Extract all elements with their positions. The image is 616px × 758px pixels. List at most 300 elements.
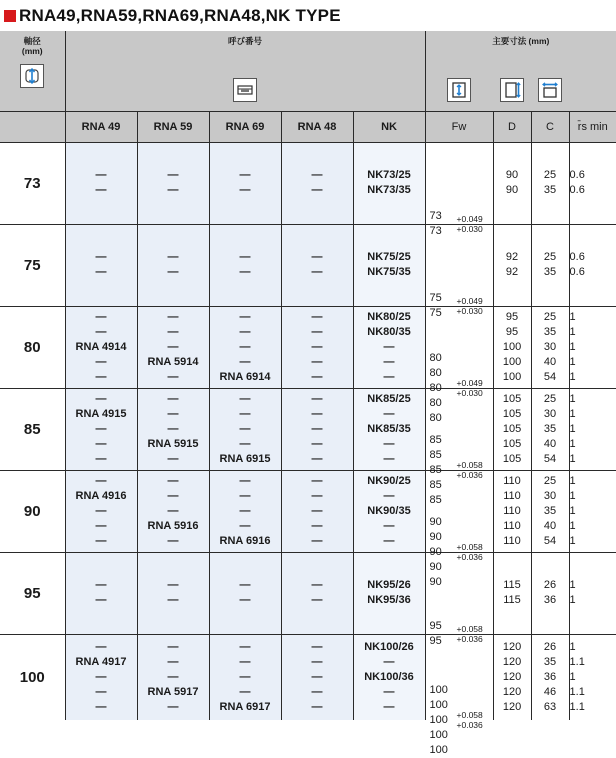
table-row [0,552,616,634]
rna49-cell [65,470,137,552]
c-value: 25 [543,474,557,487]
rs-min-cell [569,470,616,552]
c-value: 26 [543,579,557,591]
d-value: 120 [502,700,522,713]
c-value: 25 [543,169,557,181]
rna49-value: — [95,519,107,532]
c-value: 63 [543,700,557,713]
table-row [0,470,616,552]
rs-min-value: 1 [569,670,576,683]
c-value: 40 [543,437,557,450]
tolerance-lower: +0.030 [456,306,483,316]
rna59-value: — [167,407,179,420]
c-value: 54 [543,452,557,465]
rs-min-value: 1 [569,355,576,368]
rs-min-value: 1.1 [569,685,585,698]
col-header-shaft [0,111,65,142]
rs-min-value: 1 [569,340,576,353]
rna59-cell [137,306,209,388]
d-value: 105 [502,392,522,405]
fw-value: 90 [429,561,442,573]
fw-tolerance [457,378,483,398]
col-header-c: C [531,111,569,142]
rna48-value: — [311,685,323,698]
designation-header-label: 呼び番号 [228,36,263,46]
nk-value: NK90/35 [367,504,411,517]
shaft-diameter-cell: 75 [0,224,65,306]
rna59-value: RNA 5915 [147,437,199,450]
fw-value: 80 [429,367,442,379]
nk-value: NK95/26 [367,579,411,591]
col-header-d: D [493,111,531,142]
rna69-value: — [239,489,251,502]
rna48-value: — [311,504,323,517]
d-value: 100 [502,340,522,353]
rna48-cell [281,142,353,224]
fw-value: 73 [429,210,442,222]
c-value: 35 [543,266,557,278]
rna49-value: — [95,251,107,263]
rs-min-cell [569,306,616,388]
rna69-cell [209,306,281,388]
rna48-value: — [311,355,323,368]
d-cell [493,388,531,470]
rna59-value: — [167,534,179,547]
rna69-cell [209,552,281,634]
rna48-value: — [311,594,323,606]
fw-tolerance [457,710,483,730]
table-row [0,306,616,388]
fw-value: 90 [429,531,442,543]
rna48-value: — [311,452,323,465]
rna48-value: — [311,437,323,450]
col-header-rna69: RNA 69 [209,111,281,142]
tolerance-upper: +0.058 [456,542,483,552]
d-value: 110 [503,519,521,532]
rs-min-value: 1 [569,310,576,323]
tolerance-lower: +0.036 [456,552,483,562]
rna69-value: — [239,340,251,353]
dims-header-label: 主要寸法 (mm) [492,36,550,46]
rna59-value: — [167,251,179,263]
fw-value: 85 [429,449,442,461]
rna59-cell [137,470,209,552]
rna59-cell [137,142,209,224]
rs-min-value: 1 [569,452,576,465]
nk-value: — [383,685,395,698]
fw-cell [425,142,493,237]
col-header-nk: NK [353,111,425,142]
bore-fw-icon [447,78,471,102]
rna49-cell [65,306,137,388]
c-value: 40 [543,519,557,532]
tolerance-lower: +0.030 [456,388,483,398]
d-value: 90 [505,184,519,196]
rna49-value: — [95,474,107,487]
rs-min-value: 1 [569,474,576,487]
col-header-rna49: RNA 49 [65,111,137,142]
rs-min-value: 1 [569,437,576,450]
nk-value: NK75/35 [367,266,411,278]
rs-min-value: 1.1 [569,655,585,668]
table-row [0,142,616,224]
rna69-value: — [239,519,251,532]
shaft-diameter-cell: 95 [0,552,65,634]
nk-cell [353,224,425,306]
rna59-value: — [167,504,179,517]
d-value: 105 [502,407,522,420]
nk-value: NK90/25 [367,474,411,487]
rna59-cell [137,634,209,720]
c-cell [531,224,569,306]
col-header-fw: Fw [425,111,493,142]
col-header-rna48: RNA 48 [281,111,353,142]
rna69-value: — [239,392,251,405]
rs-min-value: 1 [569,370,576,383]
rna48-value: — [311,266,323,278]
bearing-table [0,31,616,757]
fw-value: 75 [429,307,442,319]
nk-value: NK75/25 [367,251,411,263]
d-value: 120 [502,670,522,683]
nk-value: — [383,437,395,450]
d-value: 120 [502,640,522,653]
rna59-value: — [167,184,179,196]
rna49-value: — [95,310,107,323]
c-cell [531,470,569,552]
rna69-value: — [239,184,251,196]
nk-value: — [383,519,395,532]
rna49-cell [65,142,137,224]
d-value: 115 [503,594,521,606]
fw-value: 80 [429,397,442,409]
c-value: 30 [543,340,557,353]
rna49-value: — [95,452,107,465]
table-row [0,634,616,720]
fw-value: 90 [429,546,442,558]
nk-value: — [383,534,395,547]
rna59-value: — [167,266,179,278]
rna69-value: — [239,407,251,420]
rna48-value: — [311,340,323,353]
rna48-value: — [311,422,323,435]
rna49-value: — [95,670,107,683]
nk-value: — [383,340,395,353]
shaft-header-unit: (mm) [21,46,43,56]
d-value: 105 [502,437,522,450]
tolerance-upper: +0.058 [456,710,483,721]
nk-value: NK73/25 [367,169,411,181]
rna49-value: — [95,685,107,698]
col-header-rs-min: r̄s min [569,111,616,142]
shaft-diameter-cell: 90 [0,470,65,552]
c-value: 25 [543,310,557,323]
d-value: 95 [505,310,519,323]
rna49-cell [65,634,137,720]
tolerance-upper: +0.058 [456,460,483,470]
nk-value: NK100/26 [364,640,414,653]
rna69-value: RNA 6915 [219,452,271,465]
fw-value: 80 [429,382,442,394]
d-value: 95 [505,325,519,338]
shaft-header [0,31,65,111]
rna59-value: — [167,655,179,668]
c-cell [531,634,569,720]
fw-tolerance [457,624,483,644]
rna49-value: — [95,184,107,196]
nk-cell [353,142,425,224]
nk-cell [353,634,425,720]
fw-value: 80 [429,412,442,424]
c-cell [531,306,569,388]
rna48-value: — [311,392,323,405]
rna59-cell [137,224,209,306]
rna69-cell [209,388,281,470]
shaft-diameter-cell: 73 [0,142,65,224]
d-value: 100 [502,355,522,368]
rna49-value: — [95,169,107,181]
rna48-cell [281,224,353,306]
nk-value: — [383,370,395,383]
rna69-value: — [239,504,251,517]
d-value: 100 [502,370,522,383]
tolerance-lower: +0.036 [456,634,483,644]
nk-value: — [383,407,395,420]
nk-cell [353,388,425,470]
rna49-value: — [95,437,107,450]
rs-min-cell [569,634,616,720]
rna69-value: — [239,325,251,338]
rna59-value: — [167,340,179,353]
d-cell [493,634,531,720]
rna49-value: — [95,392,107,405]
rna49-value: RNA 4916 [75,489,127,502]
rna69-cell [209,470,281,552]
rna48-cell [281,552,353,634]
shaft-diameter-cell: 80 [0,306,65,388]
rna48-value: — [311,640,323,653]
rs-min-value: 0.6 [569,184,585,196]
rna48-value: — [311,579,323,591]
c-value: 36 [543,594,557,606]
rna59-value: — [167,452,179,465]
c-cell [531,142,569,224]
nk-value: NK73/35 [367,184,411,196]
rna48-value: — [311,670,323,683]
d-value: 110 [503,474,521,487]
rs-min-value: 1.1 [569,700,585,713]
rna69-value: — [239,169,251,181]
rna48-value: — [311,474,323,487]
d-value: 110 [503,534,521,547]
c-cell [531,552,569,634]
fw-value: 85 [429,494,442,506]
nk-cell [353,552,425,634]
rs-min-value: 1 [569,519,576,532]
rna48-cell [281,388,353,470]
fw-value: 85 [429,464,442,476]
nk-value: NK100/36 [364,670,414,683]
rna59-value: — [167,392,179,405]
rna59-value: RNA 5914 [147,355,199,368]
rna49-value: — [95,504,107,517]
tolerance-upper: +0.049 [456,378,483,388]
fw-value: 100 [429,699,448,712]
rna48-cell [281,634,353,720]
fw-tolerance [457,296,483,316]
c-value: 54 [543,534,557,547]
d-cell [493,224,531,306]
rna69-value: — [239,474,251,487]
rna69-value: — [239,251,251,263]
fw-value: 85 [429,479,442,491]
title-text: RNA49,RNA59,RNA69,RNA48,NK TYPE [19,6,341,25]
rs-min-value: 1 [569,534,576,547]
d-value: 120 [502,655,522,668]
rna48-value: — [311,489,323,502]
nk-value: NK80/35 [367,325,411,338]
rs-min-cell [569,388,616,470]
bearing-section-icon [233,78,257,102]
designation-header [65,31,425,111]
fw-tolerance [457,542,483,562]
rna69-value: — [239,579,251,591]
c-value: 35 [543,422,557,435]
fw-value: 100 [429,729,448,742]
d-value: 105 [502,422,522,435]
rs-min-cell [569,142,616,224]
rna49-value: — [95,700,107,713]
rna59-value: RNA 5916 [147,519,199,532]
tolerance-lower: +0.030 [456,224,483,234]
rna59-value: — [167,579,179,591]
fw-value: 75 [429,292,442,304]
rs-min-value: 1 [569,489,576,502]
red-square-marker [4,10,16,22]
width-icon [538,78,562,102]
fw-value: 73 [429,225,442,237]
nk-value: NK85/25 [367,392,411,405]
rna59-value: — [167,169,179,181]
rna59-value: — [167,640,179,653]
rs-min-value: 1 [569,325,576,338]
nk-value: — [383,489,395,502]
rna69-value: — [239,670,251,683]
d-cell [493,552,531,634]
c-value: 46 [543,685,557,698]
c-value: 35 [543,655,557,668]
fw-value: 95 [429,635,442,647]
fw-tolerance [457,214,483,234]
fw-value: 85 [429,434,442,446]
rs-min-value: 1 [569,579,576,591]
rna69-value: RNA 6917 [219,700,271,713]
c-value: 35 [543,504,557,517]
rna69-value: — [239,266,251,278]
rna49-value: — [95,534,107,547]
rs-min-value: 0.6 [569,251,585,263]
rs-min-value: 1 [569,392,576,405]
shaft-header-label: 軸径 [23,36,41,46]
rs-min-value: 1 [569,640,576,653]
c-cell [531,388,569,470]
tolerance-lower: +0.036 [456,470,483,480]
rna48-value: — [311,184,323,196]
rna49-value: RNA 4914 [75,340,127,353]
c-value: 25 [543,392,557,405]
rna69-value: — [239,594,251,606]
rna49-value: RNA 4915 [75,407,127,420]
rna48-value: — [311,370,323,383]
rna48-cell [281,470,353,552]
fw-value: 100 [429,684,448,697]
c-value: 26 [543,640,557,653]
tolerance-lower: +0.036 [456,720,483,731]
rna59-value: — [167,370,179,383]
rna48-value: — [311,325,323,338]
fw-value: 80 [429,352,442,364]
fw-tolerance [457,460,483,480]
outer-diameter-icon [500,78,524,102]
rna59-value: — [167,489,179,502]
rna49-cell [65,388,137,470]
column-header-row [0,111,616,142]
rna69-value: — [239,685,251,698]
rna69-cell [209,142,281,224]
fw-value: 90 [429,576,442,588]
rna69-cell [209,224,281,306]
nk-value: NK80/25 [367,310,411,323]
tolerance-upper: +0.049 [456,214,483,224]
fw-value: 100 [429,744,448,757]
rna48-value: — [311,169,323,181]
rna59-cell [137,388,209,470]
rs-min-value: 1 [569,504,576,517]
rna69-value: RNA 6914 [219,370,271,383]
fw-value: 100 [429,714,448,727]
nk-value: NK95/36 [367,594,411,606]
rna69-value: RNA 6916 [219,534,271,547]
d-value: 110 [503,504,521,517]
rna48-value: — [311,534,323,547]
c-value: 36 [543,670,557,683]
rna59-value: — [167,325,179,338]
rs-min-value: 0.6 [569,169,585,181]
rna59-cell [137,552,209,634]
rna49-value: — [95,266,107,278]
rna59-value: RNA 5917 [147,685,199,698]
fw-value: 95 [429,620,442,632]
c-value: 54 [543,370,557,383]
nk-value: — [383,655,395,668]
dims-header [425,31,616,111]
rs-min-value: 1 [569,407,576,420]
rna49-value: — [95,355,107,368]
col-header-rna59: RNA 59 [137,111,209,142]
nk-value: — [383,452,395,465]
d-value: 90 [505,169,519,181]
rna59-value: — [167,422,179,435]
c-value: 30 [543,489,557,502]
rs-min-cell [569,552,616,634]
rna59-value: — [167,700,179,713]
rna69-value: — [239,655,251,668]
rna48-value: — [311,310,323,323]
rs-min-value: 1 [569,594,576,606]
table-body [0,142,616,757]
rna48-value: — [311,655,323,668]
rna48-value: — [311,700,323,713]
